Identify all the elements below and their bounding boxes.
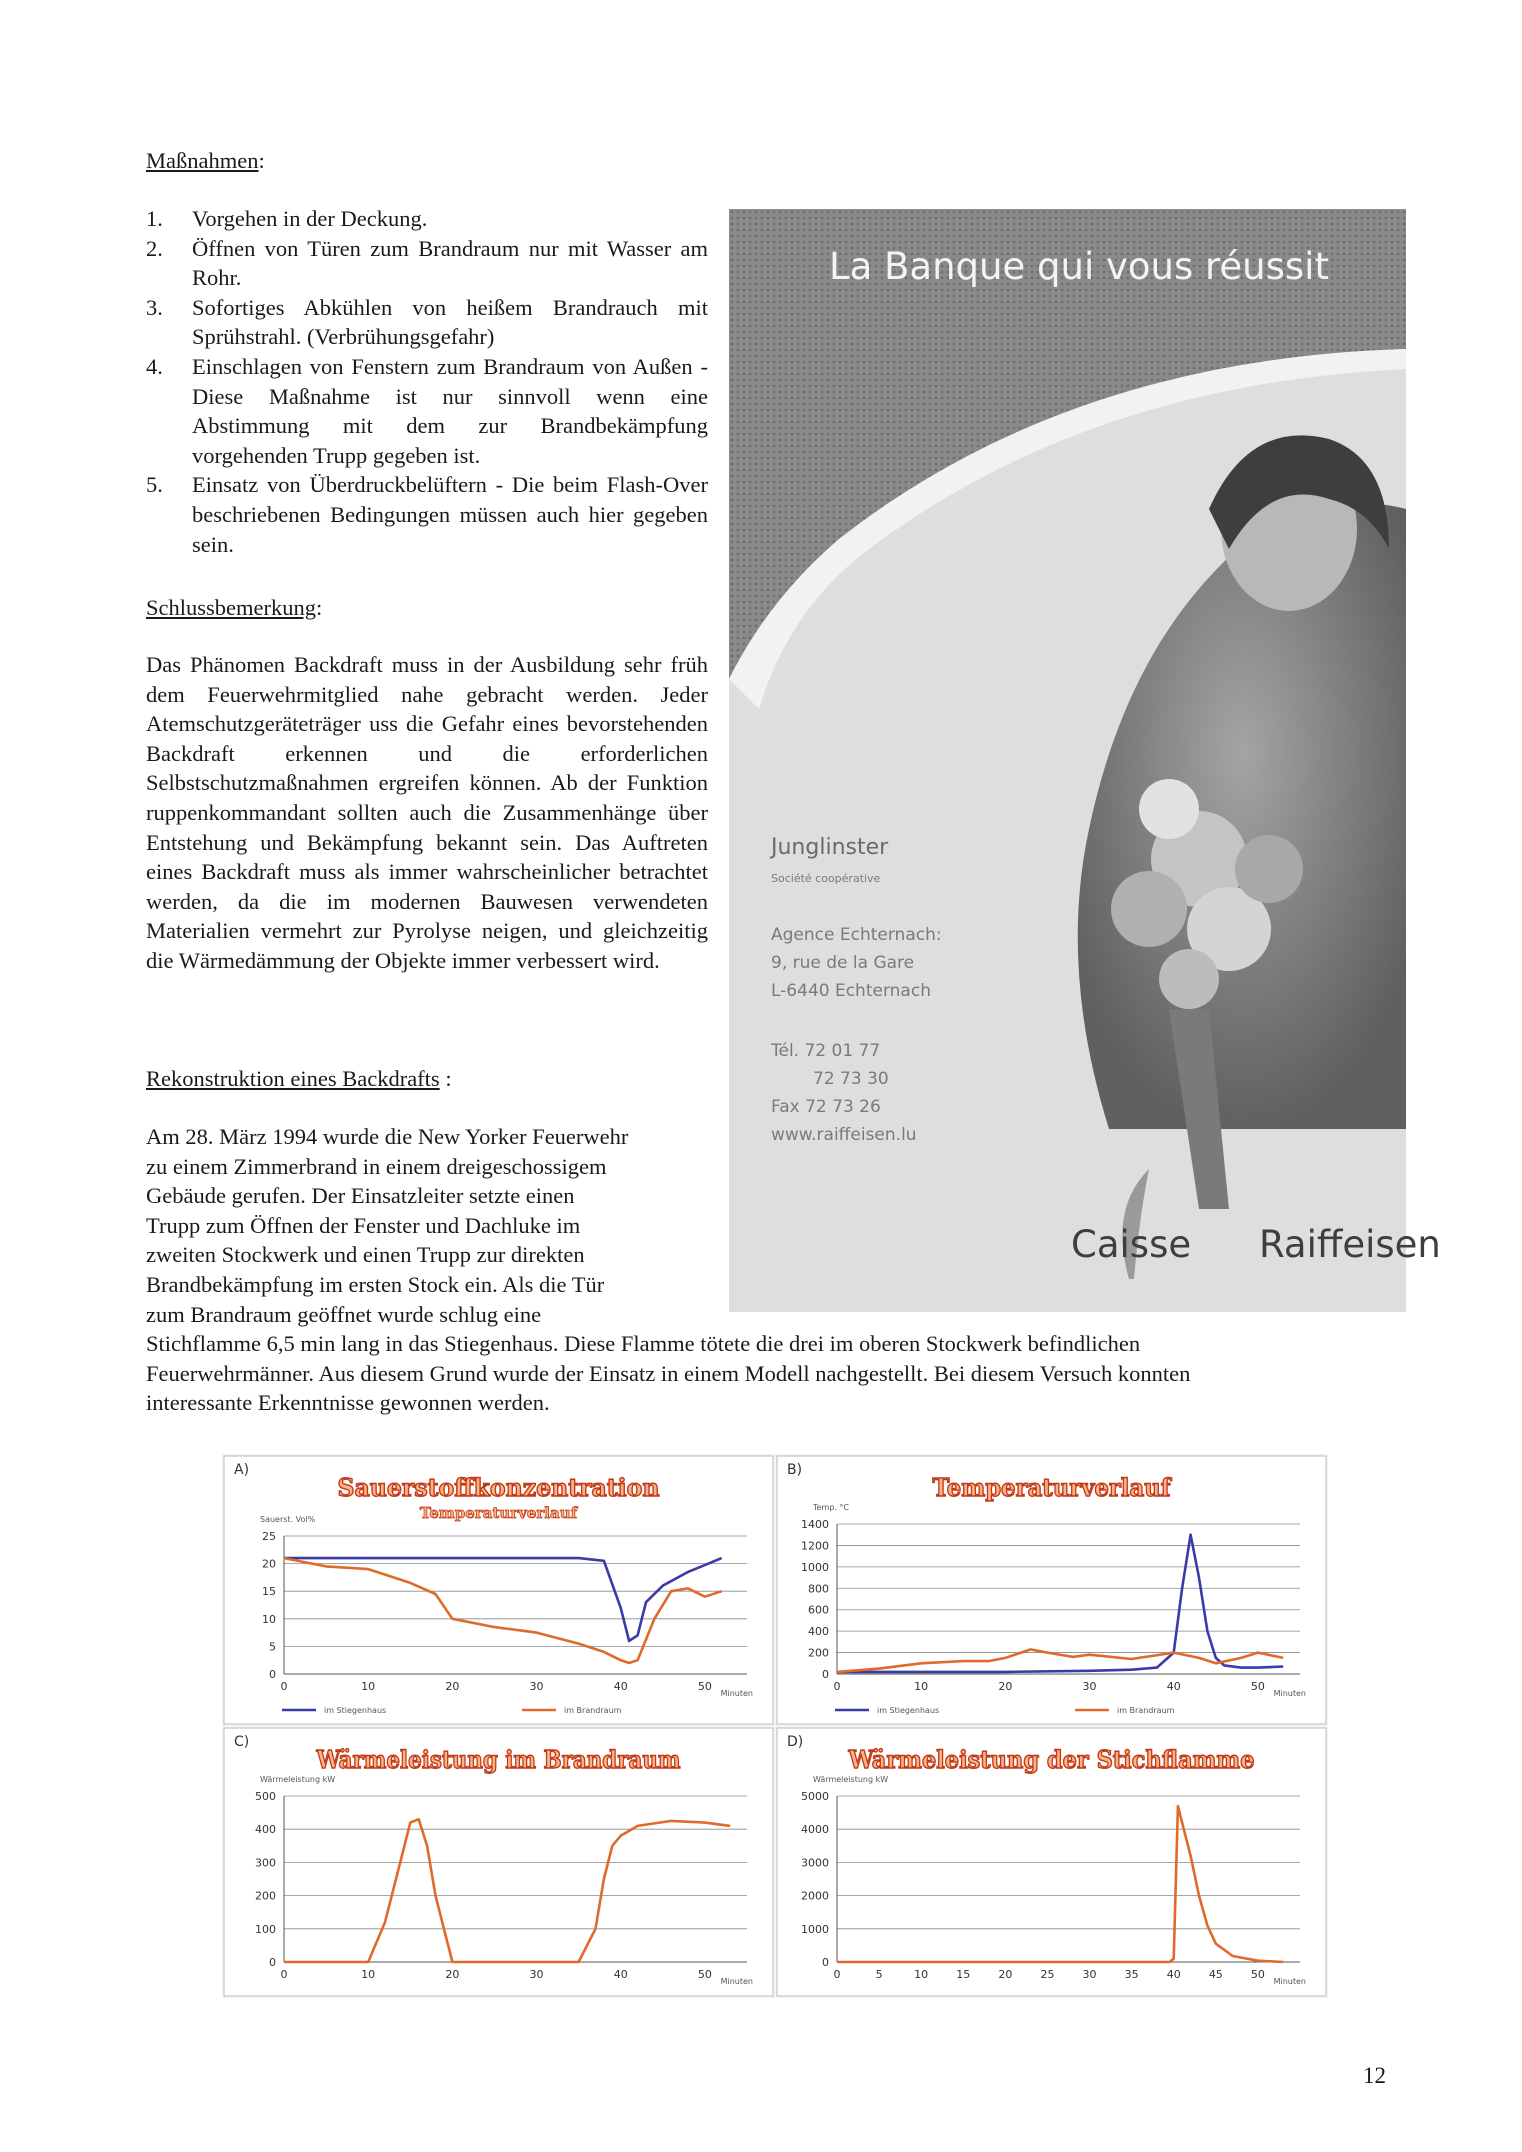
y-tick-label: 200: [255, 1889, 276, 1903]
list-item-text: Öffnen von Türen zum Brandraum nur mit Wasser am Rohr.: [192, 235, 708, 291]
paragraph-line: Brandbekämpfung im ersten Stock ein. Als die Tür: [146, 1271, 605, 1297]
list-item-number: 2.: [146, 235, 163, 261]
paragraph-line: zum Brandraum geöffnet wurde schlug eine: [146, 1301, 542, 1327]
chart-panel-a: [224, 1456, 773, 1724]
list-item: [146, 204, 708, 234]
ad-phone-line: 72 73 30: [813, 1069, 889, 1089]
x-tick-label: 40: [613, 1968, 628, 1981]
y-tick-label: 5: [269, 1640, 276, 1654]
y-tick-label: 1400: [801, 1518, 829, 1531]
x-tick-label: 15: [956, 1968, 971, 1981]
y-axis-label: Wärmeleistung kW: [260, 1775, 336, 1784]
x-tick-label: 10: [361, 1968, 376, 1981]
y-tick-label: 800: [808, 1582, 829, 1596]
massnahmen-list: [146, 204, 708, 559]
x-tick-label: 40: [1166, 1968, 1181, 1981]
x-tick-label: 10: [914, 1968, 929, 1981]
y-tick-label: 25: [262, 1530, 276, 1543]
backdraft-charts-figure: [222, 1454, 1328, 1998]
list-item: [146, 293, 708, 352]
x-tick-label: 30: [529, 1680, 544, 1693]
x-tick-label: 45: [1208, 1968, 1223, 1981]
ad-phone-line: Fax 72 73 26: [771, 1097, 881, 1117]
y-tick-label: 5000: [801, 1790, 829, 1803]
legend-label: im Stiegenhaus: [324, 1706, 387, 1715]
x-tick-label: 25: [1040, 1968, 1055, 1981]
y-tick-label: 10: [262, 1612, 276, 1626]
x-tick-label: 40: [1166, 1680, 1181, 1693]
y-tick-label: 100: [255, 1922, 276, 1936]
paragraph-line: Feuerwehrmänner. Aus diesem Grund wurde der Einsatz in einem Modell nachgestellt. Bei diesem Versuch konnten: [146, 1360, 1191, 1386]
massnahmen-heading-text: Maßnahmen: [146, 148, 259, 173]
ad-branch: Junglinster: [771, 835, 889, 860]
y-tick-label: 400: [808, 1625, 829, 1639]
x-tick-label: 40: [613, 1680, 628, 1693]
chart-panel-b: [777, 1456, 1326, 1724]
list-item-number: 4.: [146, 353, 163, 379]
x-tick-label: 50: [697, 1968, 712, 1981]
rekonstruktion-heading-text: Rekonstruktion eines Backdrafts: [146, 1066, 440, 1091]
y-tick-label: 4000: [801, 1823, 829, 1837]
y-tick-label: 200: [808, 1646, 829, 1660]
ad-agency-line: Agence Echternach:: [771, 925, 942, 945]
x-axis-label: Minuten: [1273, 1977, 1306, 1986]
x-tick-label: 0: [280, 1680, 288, 1693]
schluss-paragraph: Das Phänomen Backdraft muss in der Ausbildung sehr früh dem Feuerwehrmitglied nahe gebracht werden. Jeder Atemschutzgeräteträger uss die Gefahr eines bevorstehenden Backdraft erkennen und die erforderlichen Selbstschutzmaßnahmen ergreifen können. Ab der Funktion ruppenkommandant sollten auch die Zusammenhänge über Entstehung und Bekämpfung bekannt sein. Das Auftreten eines Backdraft muss als immer wahrscheinlicher betrachtet werden, da die im modernen Bauwesen verwendeten Materialien vermehrt zur Pyrolyse neigen, und gleichzeitig die Wärmedämmung der Objekte immer verbessert wird.: [146, 652, 708, 973]
y-tick-label: 2000: [801, 1889, 829, 1903]
list-item-number: 5.: [146, 472, 163, 498]
chart-subtitle: Temperaturverlauf: [419, 1504, 578, 1522]
legend-label: im Brandraum: [1117, 1706, 1175, 1715]
list-item: [146, 352, 708, 470]
list-item-number: 3.: [146, 294, 163, 320]
schluss-heading-colon: :: [315, 595, 323, 620]
y-tick-label: 0: [822, 1956, 829, 1969]
x-tick-label: 20: [998, 1680, 1013, 1693]
ad-phone-line: Tél. 72 01 77: [771, 1041, 881, 1061]
y-tick-label: 0: [822, 1668, 829, 1681]
y-tick-label: 400: [255, 1823, 276, 1837]
x-tick-label: 10: [361, 1680, 376, 1693]
x-tick-label: 20: [998, 1968, 1013, 1981]
x-tick-label: 20: [445, 1680, 460, 1693]
schluss-heading-text: Schlussbemerkung: [146, 595, 316, 620]
y-tick-label: 500: [255, 1790, 276, 1803]
y-tick-label: 1000: [801, 1922, 829, 1936]
ad-slogan: La Banque qui vous réussit: [829, 245, 1329, 288]
legend-label: im Brandraum: [564, 1706, 622, 1715]
chart-panel-label: B): [787, 1462, 803, 1478]
paragraph-line: Stichflamme 6,5 min lang in das Stiegenhaus. Diese Flamme tötete die drei im oberen Stockwerk befindlichen: [146, 1331, 1141, 1357]
paragraph-line: Trupp zum Öffnen der Fenster und Dachluke im: [146, 1212, 581, 1238]
raiffeisen-advertisement: [729, 209, 1441, 1312]
rekonstruktion-heading: [146, 1064, 452, 1094]
chart-panel-label: C): [234, 1734, 250, 1750]
paragraph-line: zweiten Stockwerk und einen Trupp zur direkten: [146, 1242, 585, 1268]
y-tick-label: 1200: [801, 1539, 829, 1553]
ad-brand-left: Caisse: [1071, 1223, 1192, 1266]
x-tick-label: 0: [833, 1680, 841, 1693]
chart-panel-label: A): [234, 1462, 250, 1478]
y-tick-label: 0: [269, 1956, 276, 1969]
y-tick-label: 0: [269, 1668, 276, 1681]
paragraph-line: Am 28. März 1994 wurde die New Yorker Feuerwehr: [146, 1124, 629, 1149]
y-axis-label: Wärmeleistung kW: [813, 1775, 889, 1784]
chart-title: Wärmeleistung der Stichflamme: [847, 1745, 1255, 1774]
x-tick-label: 35: [1124, 1968, 1139, 1981]
chart-title: Sauerstoffkonzentration: [337, 1473, 660, 1502]
y-tick-label: 15: [262, 1585, 276, 1599]
massnahmen-heading-colon: :: [258, 148, 265, 173]
chart-title: Temperaturverlauf: [932, 1473, 1173, 1502]
ad-agency-line: L-6440 Echternach: [771, 981, 931, 1001]
rekonstruktion-heading-colon: :: [439, 1066, 452, 1091]
paragraph-line: zu einem Zimmerbrand in einem dreigeschossigem: [146, 1153, 607, 1179]
x-tick-label: 0: [280, 1968, 288, 1981]
x-tick-label: 50: [1250, 1680, 1265, 1693]
x-axis-label: Minuten: [1273, 1689, 1306, 1698]
list-item-text: Einschlagen von Fenstern zum Brandraum von Außen - Diese Maßnahme ist nur sinnvoll wenn eine Abstimmung mit dem zur Brandbekämpfung vorgehenden Trupp gegeben ist.: [192, 353, 708, 468]
y-axis-label: Sauerst. Vol%: [260, 1515, 316, 1524]
chart-title: Wärmeleistung im Brandraum: [315, 1745, 681, 1774]
ad-agency-line: 9, rue de la Gare: [771, 953, 915, 973]
x-tick-label: 30: [1082, 1968, 1097, 1981]
x-tick-label: 30: [1082, 1680, 1097, 1693]
x-tick-label: 5: [875, 1968, 883, 1981]
paragraph-line: interessante Erkenntnisse gewonnen werden.: [146, 1390, 550, 1416]
paragraph-line: Gebäude gerufen. Der Einsatzleiter setzte einen: [146, 1183, 575, 1209]
x-tick-label: 30: [529, 1968, 544, 1981]
page-number: 12: [1363, 2063, 1386, 2088]
chart-panel-c: [224, 1728, 773, 1996]
x-tick-label: 10: [914, 1680, 929, 1693]
list-item: [146, 470, 708, 559]
list-item-text: Einsatz von Überdruckbelüftern - Die beim Flash-Over beschriebenen Bedingungen müssen auch hier gegeben sein.: [192, 472, 708, 557]
chart-panel-label: D): [787, 1734, 804, 1750]
y-tick-label: 600: [808, 1603, 829, 1617]
ad-brand-right: Raiffeisen: [1259, 1223, 1441, 1266]
y-tick-label: 1000: [801, 1560, 829, 1574]
y-tick-label: 20: [262, 1557, 276, 1571]
ad-branch-sub: Société coopérative: [771, 872, 881, 885]
legend-label: im Stiegenhaus: [877, 1706, 940, 1715]
x-tick-label: 50: [697, 1680, 712, 1693]
x-axis-label: Minuten: [720, 1977, 753, 1986]
y-axis-label: Temp. °C: [813, 1503, 849, 1512]
y-tick-label: 3000: [801, 1856, 829, 1870]
x-axis-label: Minuten: [720, 1689, 753, 1698]
y-tick-label: 300: [255, 1856, 276, 1870]
x-tick-label: 50: [1250, 1968, 1265, 1981]
x-tick-label: 20: [445, 1968, 460, 1981]
x-tick-label: 0: [833, 1968, 841, 1981]
list-item-number: 1.: [146, 206, 163, 231]
ad-phone-line: www.raiffeisen.lu: [771, 1125, 917, 1145]
list-item-text: Vorgehen in der Deckung.: [192, 206, 428, 231]
schluss-heading: [146, 593, 322, 623]
list-item: [146, 234, 708, 293]
chart-panel-d: [777, 1728, 1326, 1996]
massnahmen-heading: [146, 146, 265, 176]
list-item-text: Sofortiges Abkühlen von heißem Brandrauch mit Sprühstrahl. (Verbrühungsgefahr): [192, 294, 708, 350]
